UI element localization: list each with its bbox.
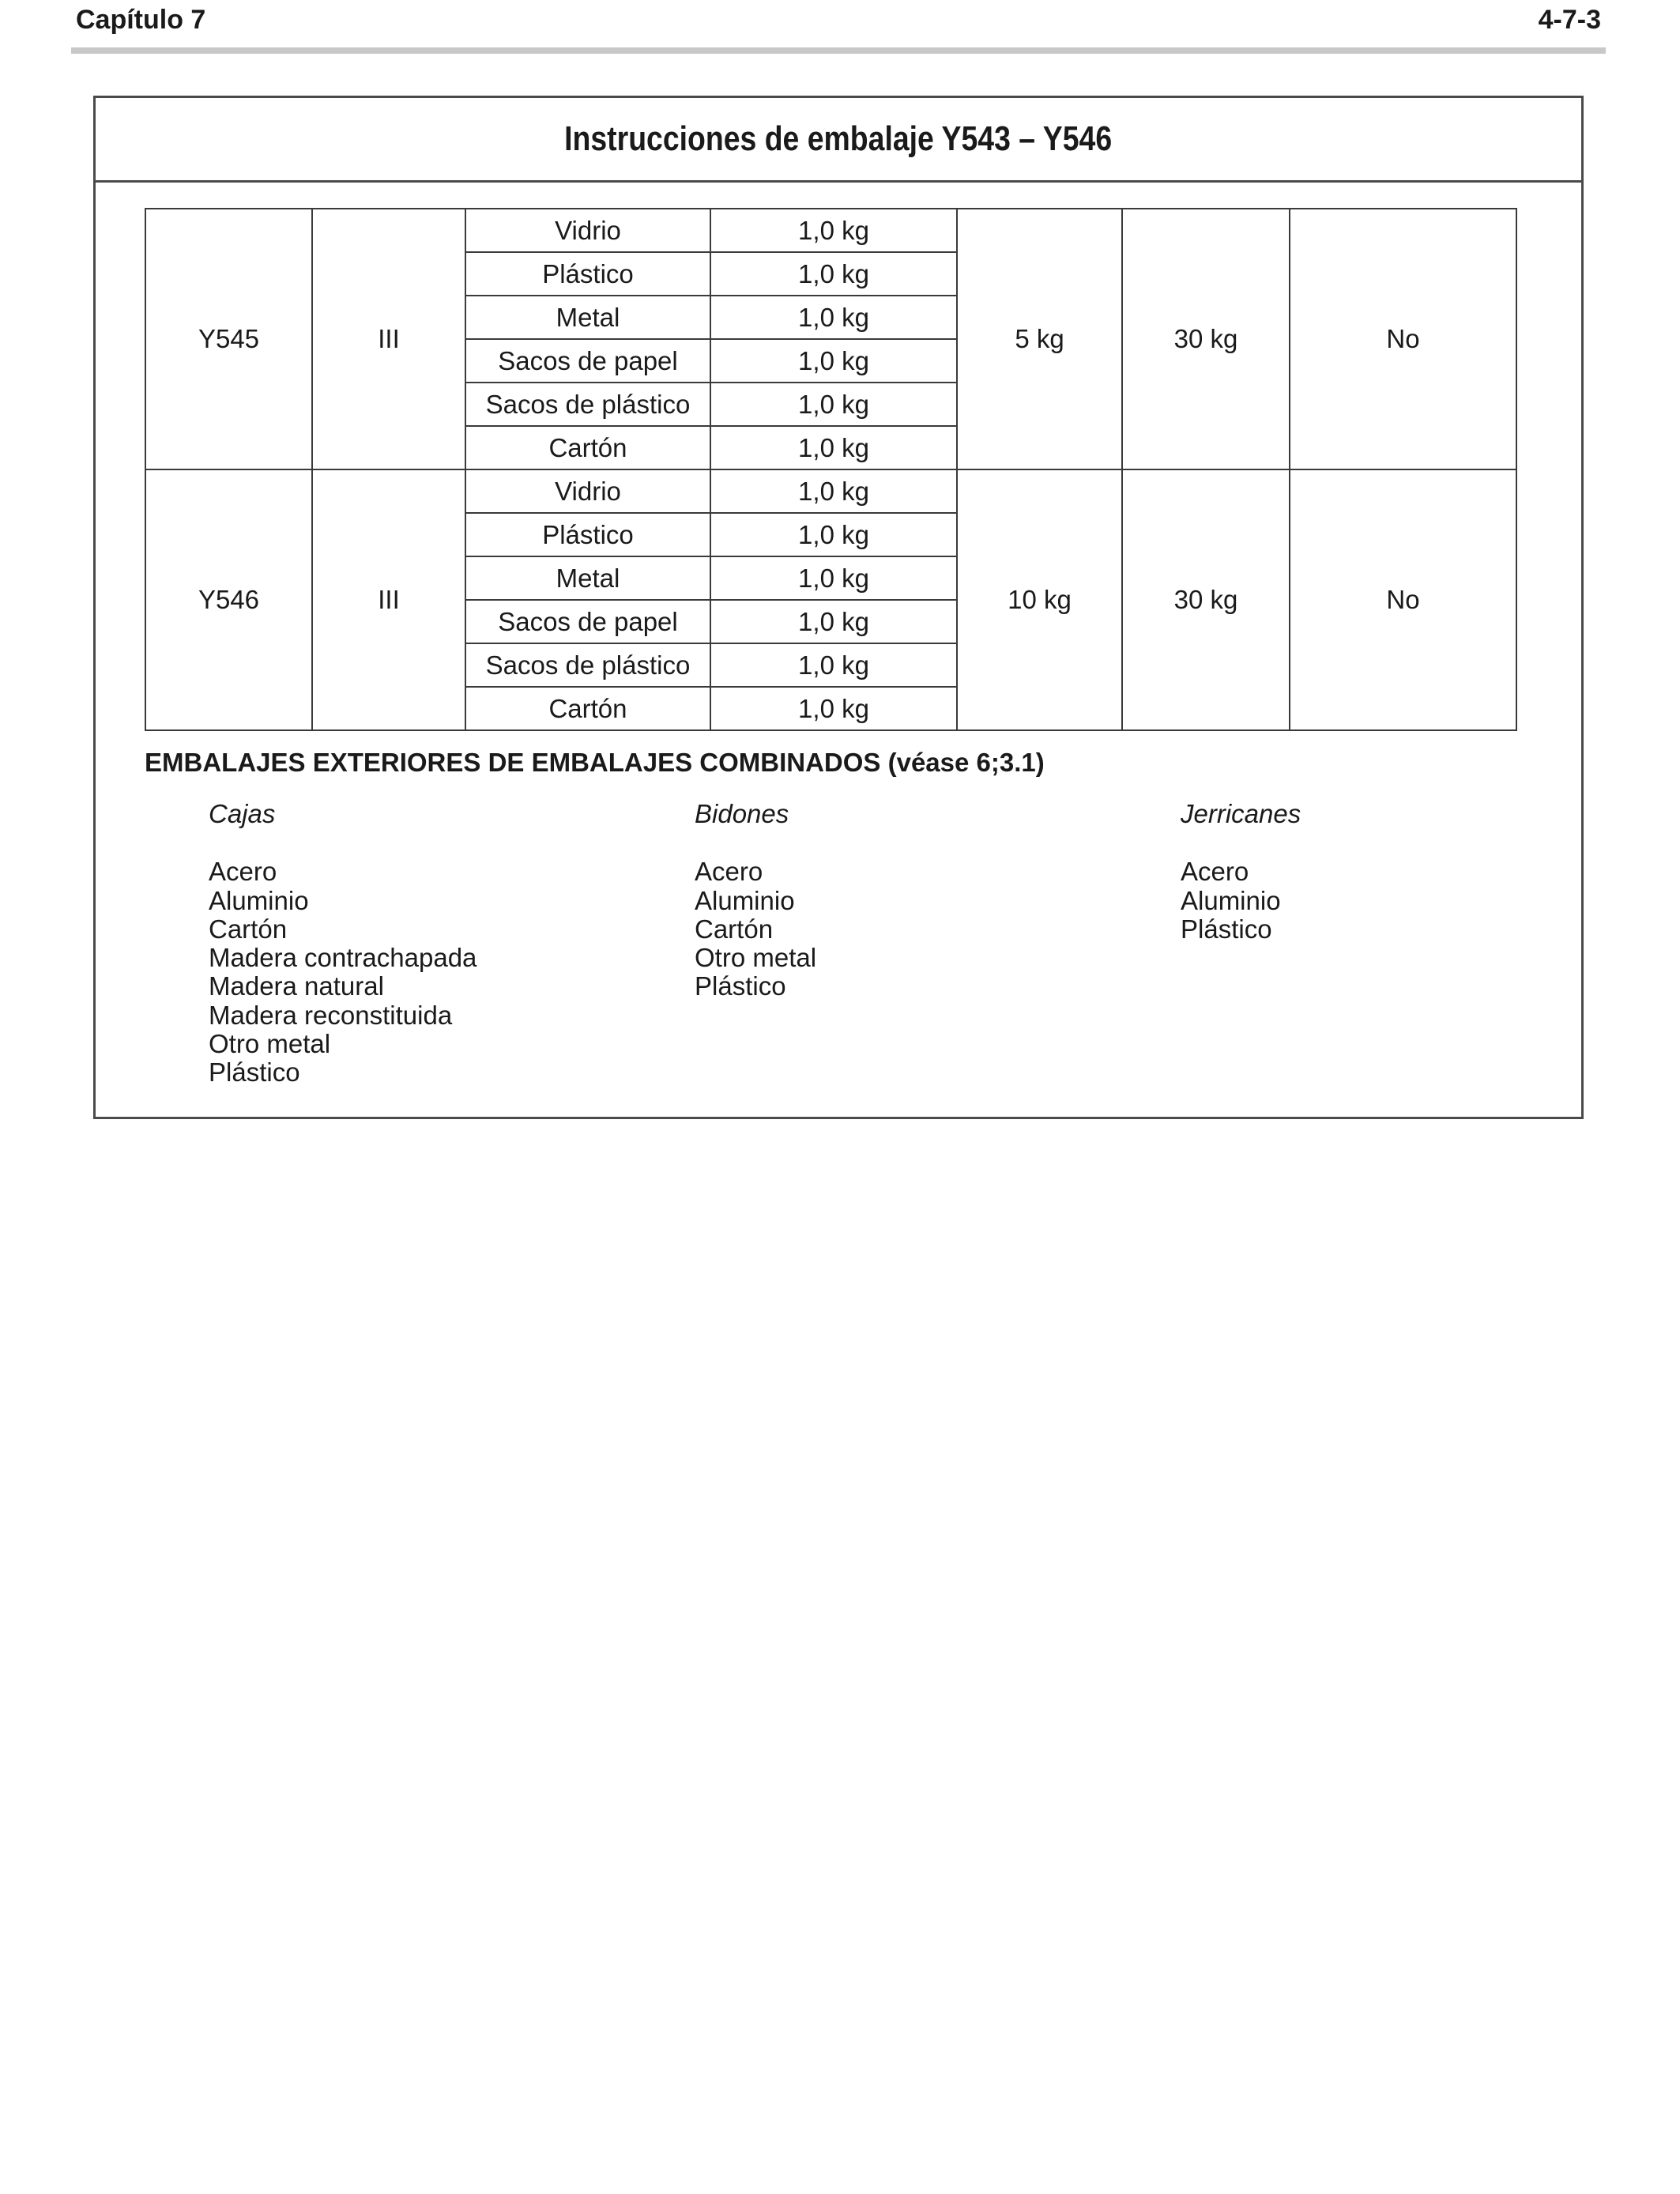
page-header [71, 0, 1606, 54]
packing-table [145, 208, 1517, 731]
list-item: Acero [1181, 857, 1249, 887]
inner-material-cell: Cartón [465, 426, 710, 469]
outer-column-cajas [209, 800, 477, 1088]
list-item: Aluminio [209, 885, 309, 915]
list-item: Plástico [1181, 914, 1272, 944]
list-item: Plástico [695, 971, 786, 1001]
inner-material-cell: Metal [465, 296, 710, 339]
inner-quantity-cell: 1,0 kg [710, 469, 957, 513]
flag-cell: No [1290, 209, 1516, 469]
inner-material-cell: Vidrio [465, 469, 710, 513]
table-row [145, 209, 1516, 252]
packing-instruction-frame [93, 96, 1584, 1119]
net-quantity-cell: 5 kg [957, 209, 1122, 469]
packing-group-cell: III [312, 209, 465, 469]
inner-material-cell: Sacos de papel [465, 600, 710, 643]
chapter-label: Capítulo 7 [76, 5, 206, 35]
inner-quantity-cell: 1,0 kg [710, 556, 957, 600]
inner-quantity-cell: 1,0 kg [710, 252, 957, 296]
inner-material-cell: Cartón [465, 687, 710, 730]
list-item: Otro metal [695, 943, 817, 973]
inner-quantity-cell: 1,0 kg [710, 600, 957, 643]
inner-material-cell: Plástico [465, 252, 710, 296]
packing-code-cell: Y545 [145, 209, 312, 469]
packing-code-cell: Y546 [145, 469, 312, 730]
page-title: Instrucciones de embalaje Y543 – Y546 [564, 119, 1113, 158]
flag-cell: No [1290, 469, 1516, 730]
inner-material-cell: Plástico [465, 513, 710, 556]
list-item: Cartón [695, 914, 774, 944]
outer-column-bidones [695, 800, 816, 1001]
inner-material-cell: Sacos de plástico [465, 383, 710, 426]
list-item: Aluminio [1181, 885, 1281, 915]
inner-material-cell: Sacos de papel [465, 339, 710, 383]
list-item: Madera contrachapada [209, 943, 477, 973]
outer-column-jerricanes [1181, 800, 1301, 944]
inner-material-cell: Vidrio [465, 209, 710, 252]
inner-quantity-cell: 1,0 kg [710, 209, 957, 252]
inner-quantity-cell: 1,0 kg [710, 426, 957, 469]
inner-quantity-cell: 1,0 kg [710, 687, 957, 730]
list-item: Aluminio [695, 885, 795, 915]
inner-quantity-cell: 1,0 kg [710, 643, 957, 687]
list-item: Acero [695, 857, 763, 887]
outer-column-heading: Jerricanes [1181, 799, 1301, 828]
inner-material-cell: Sacos de plástico [465, 643, 710, 687]
list-item: Plástico [209, 1057, 300, 1088]
net-quantity-cell: 10 kg [957, 469, 1122, 730]
page-number: 4-7-3 [1538, 5, 1601, 35]
inner-quantity-cell: 1,0 kg [710, 383, 957, 426]
inner-material-cell: Metal [465, 556, 710, 600]
list-item: Acero [209, 857, 277, 887]
list-item: Madera reconstituida [209, 1000, 453, 1030]
list-item: Otro metal [209, 1029, 331, 1059]
gross-mass-cell: 30 kg [1122, 469, 1290, 730]
inner-quantity-cell: 1,0 kg [710, 296, 957, 339]
outer-column-heading: Cajas [209, 799, 276, 828]
outer-column-heading: Bidones [695, 799, 789, 828]
gross-mass-cell: 30 kg [1122, 209, 1290, 469]
inner-quantity-cell: 1,0 kg [710, 513, 957, 556]
packing-table-body [145, 209, 1516, 730]
table-row [145, 469, 1516, 513]
frame-title-bar [96, 98, 1581, 183]
outer-packagings-title: EMBALAJES EXTERIORES DE EMBALAJES COMBINADOS (véase 6;3.1) [145, 748, 1045, 777]
list-item: Madera natural [209, 971, 384, 1001]
packing-group-cell: III [312, 469, 465, 730]
inner-quantity-cell: 1,0 kg [710, 339, 957, 383]
list-item: Cartón [209, 914, 288, 944]
